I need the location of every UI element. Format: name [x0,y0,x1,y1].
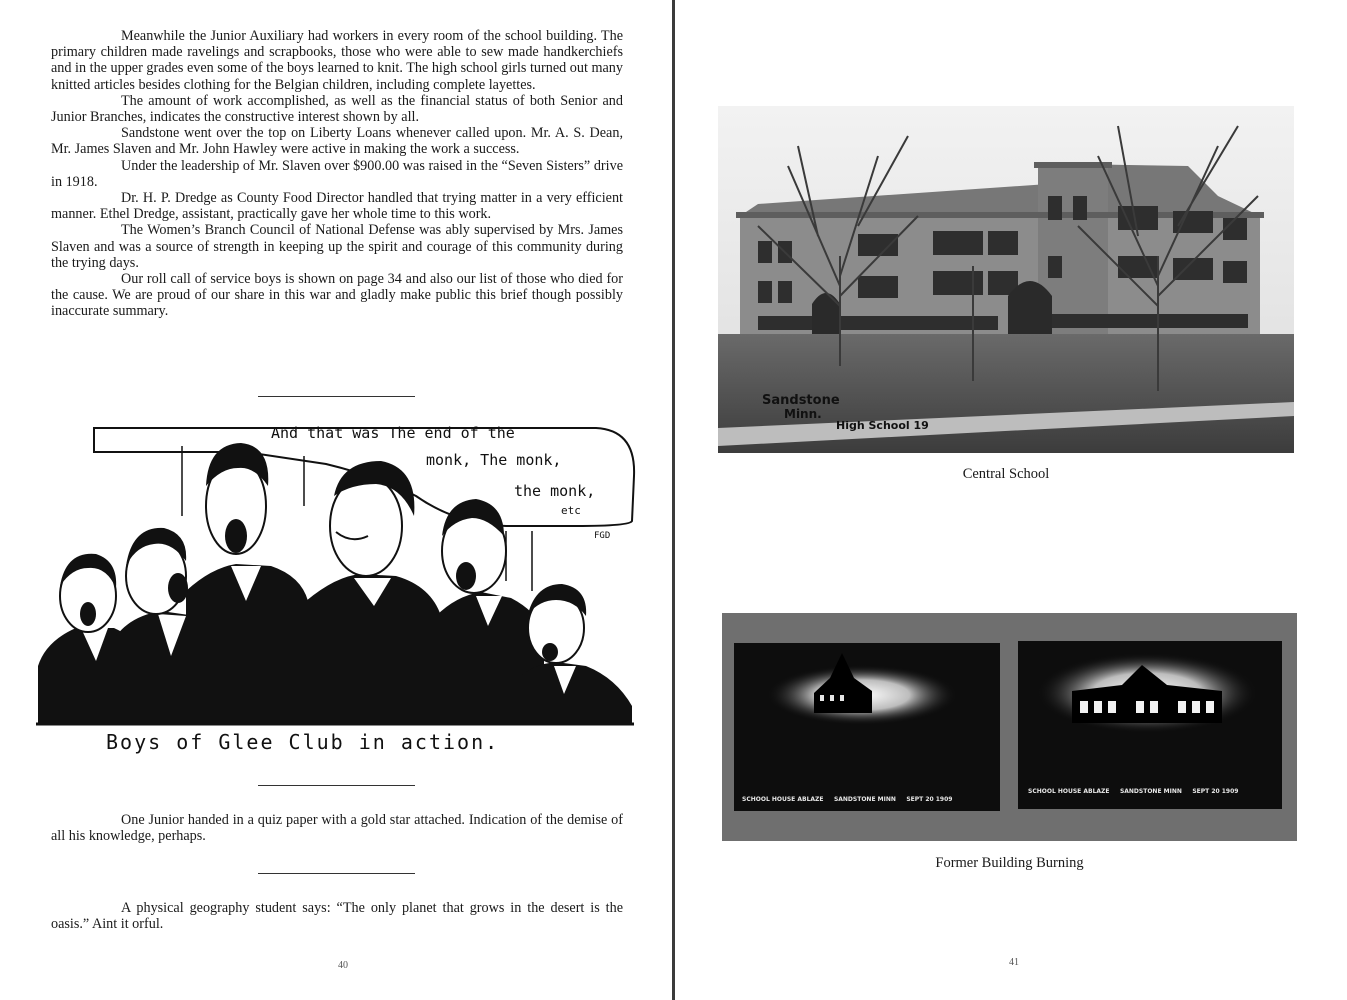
paragraph: Our roll call of service boys is shown on page 34 and also our list of those who died for the cause. We are proud of our share in this war and gladly make public this brief though possibly inaccurate summary. [51,271,623,320]
joke-quiz-paper [51,812,623,844]
speech-etc: etc [561,504,581,517]
divider-rule [258,873,415,874]
joke-text: One Junior handed in a quiz paper with a gold star attached. Indication of the demise of all his knowledge, perhaps. [51,812,623,845]
left-page [0,0,672,1000]
photo-caption: Central School [962,466,1050,482]
photo-label: SCHOOL HOUSE ABLAZE SANDSTONE MINN SEPT 20 1909 [742,796,953,803]
speech-line: monk, The monk, [426,451,562,469]
joke-geography [51,900,623,932]
glee-club-cartoon [36,416,636,761]
photo-inscription: Sandstone [762,393,840,408]
photo-caption: Former Building Burning [935,855,1084,871]
divider-rule [258,396,415,397]
divider-rule [258,785,415,786]
speech-line: the monk, [514,482,596,500]
burning-building-photos [722,613,1297,841]
paragraph: Sandstone went over the top on Liberty Loans whenever called upon. Mr. A. S. Dean, Mr. James Slaven and Mr. John Hawley were active in making the work a success. [51,125,623,158]
article-text [51,28,623,320]
page-number: 41 [1009,957,1019,968]
paragraph: Meanwhile the Junior Auxiliary had workers in every room of the school building. The primary children made ravelings and scrapbooks, those who were able to sew made handkerchiefs and in the upper grades even some of the boys learned to knit. The high school girls turned out many knitted articles besides clothing for the Belgian children, including complete layettes. [51,28,623,93]
artist-initials: FGD [594,531,611,541]
photo-inscription: Minn. [784,407,822,421]
cartoon-caption: Boys of Glee Club in action. [106,730,500,754]
central-school-photo [718,106,1294,453]
paragraph: Dr. H. P. Dredge as County Food Director handled that trying matter in a very efficient manner. Ethel Dredge, assistant, practically gave her whole time to this work. [51,190,623,223]
page-gutter [672,0,675,1000]
paragraph: The amount of work accomplished, as well as the financial status of both Senior and Junior Branches, indicates the constructive interest shown by all. [51,92,623,126]
paragraph: The Women’s Branch Council of National Defense was ably supervised by Mrs. James Slaven and was a source of strength in keeping up the spirit and courage of this community during the trying days. [51,222,623,271]
page-number: 40 [338,960,348,971]
joke-text: A physical geography student says: “The only planet that grows in the desert is the oasis.” Aint it orful. [51,900,623,933]
photo-inscription: High School 19 [836,419,929,432]
paragraph: Under the leadership of Mr. Slaven over $900.00 was raised in the “Seven Sisters” drive in 1918. [51,157,623,190]
photo-label: SCHOOL HOUSE ABLAZE SANDSTONE MINN SEPT 20 1909 [1028,788,1239,795]
speech-line: And that was The end of the [271,424,515,442]
